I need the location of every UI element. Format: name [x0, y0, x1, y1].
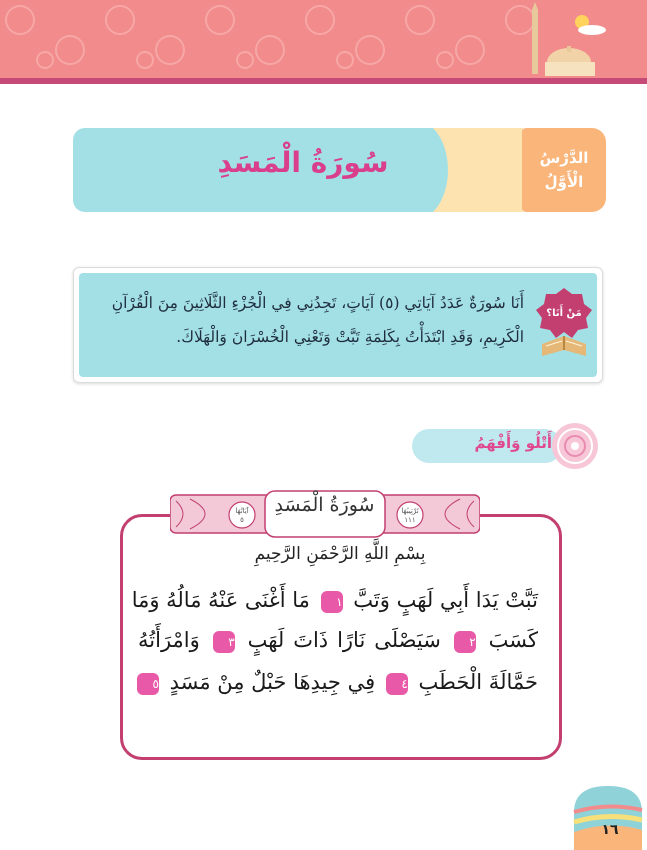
lesson-number-label [522, 128, 606, 212]
verse-line-2 [138, 628, 538, 653]
who-am-i-line2: الْكَرِيمِ، وَقَدِ ابْتَدَأْتُ بِكَلِمَةِ تَبَّتْ وَتَعْنِي الْخُسْرَانَ وَالْهَلَاكَ. [176, 328, 524, 346]
rosette-icon [548, 421, 602, 471]
banner-underline [0, 78, 647, 84]
verse-number-badge: ٣ [213, 631, 235, 653]
verse-text: وَامْرَأَتُهُ [138, 628, 200, 652]
verse-number-badge: ١ [321, 591, 343, 613]
verse-text: كَسَبَ [488, 628, 538, 652]
recite-and-understand-heading [412, 421, 602, 471]
order-value: ١١١ [404, 516, 416, 524]
surah-order-medal [395, 500, 425, 530]
verse-number-badge: ٥ [137, 673, 159, 695]
verse-text: سَيَصْلَى نَارًا ذَاتَ لَهَبٍ [247, 628, 441, 652]
verses-label: آيَاتُهَا [235, 507, 249, 515]
who-am-i-line1: أَنَا سُورَةٌ عَدَدُ آيَاتِي (٥) آيَاتٍ، تَجِدُنِي فِي الْجُزْءِ الثَّلَاثِينَ مِنَ الْقُرْآنِ [111, 294, 524, 312]
who-am-i-box [73, 267, 603, 383]
verse-number-badge: ٤ [386, 673, 408, 695]
verse-text: حَمَّالَةَ الْحَطَبِ [418, 670, 538, 694]
lesson-title: سُورَةُ الْمَسَدِ [217, 146, 389, 179]
verse-text: فِي جِيدِهَا حَبْلٌ مِنْ مَسَدٍ [169, 670, 376, 694]
surah-name: سُورَةُ الْمَسَدِ [274, 494, 375, 516]
lesson-header [73, 128, 606, 212]
page-number-tab [570, 782, 647, 850]
page-number: ١٦ [601, 822, 619, 838]
verse-text: تَبَّتْ يَدَا أَبِي لَهَبٍ وَتَبَّ [353, 588, 538, 612]
order-label: تَرْتِيبُهَا [401, 507, 419, 515]
verse-line-1 [131, 588, 538, 613]
lesson-label-line2: الْأَوَّلُ [544, 173, 584, 191]
verses-value: ٥ [240, 516, 244, 524]
verses-count-medal [227, 500, 257, 530]
who-am-i-text [88, 286, 524, 354]
quran-book-icon [534, 286, 594, 362]
mosque-icon [527, 0, 607, 78]
verse-line-3 [138, 670, 538, 695]
verse-text: مَا أَغْنَى عَنْهُ مَالُهُ وَمَا [131, 588, 310, 612]
top-banner [0, 0, 647, 78]
lesson-label-line1: الدَّرْسُ [539, 149, 589, 167]
who-am-i-badge-text: مَنْ أَنَا؟ [546, 308, 582, 319]
verse-number-badge: ٢ [454, 631, 476, 653]
section-title: أَتْلُو وَأَفْهَمُ [474, 434, 552, 452]
basmala: بِسْمِ اللَّهِ الرَّحْمَنِ الرَّحِيمِ [254, 544, 426, 564]
